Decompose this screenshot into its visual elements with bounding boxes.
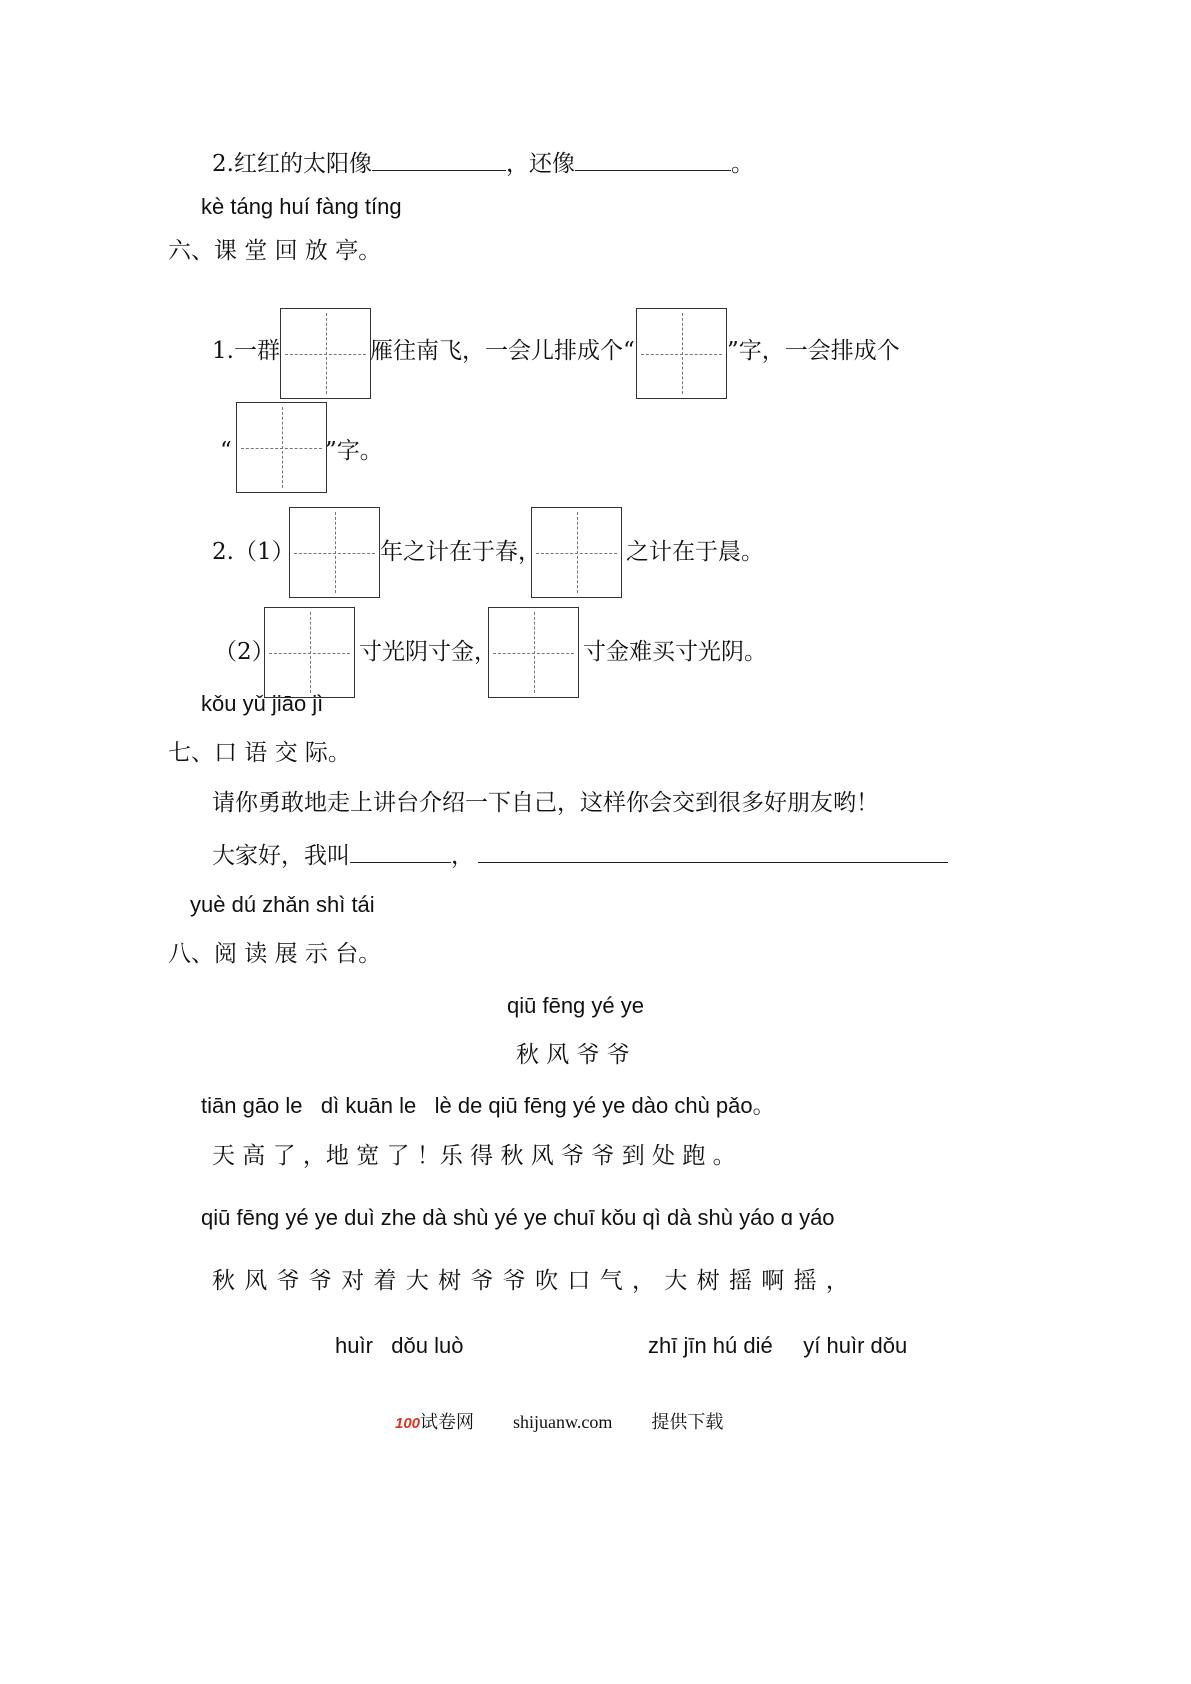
fill-comma: ， bbox=[451, 843, 474, 869]
poem-line3-pinyin-a: huìr dǒu luò bbox=[335, 1333, 464, 1358]
poem-line1-pinyin: tiān gāo le dì kuān le lè de qiū fēng yé ye dào chù pǎo。 bbox=[201, 1093, 775, 1118]
section7-pinyin: kǒu yǔ jiāo jì bbox=[201, 691, 324, 716]
char-box[interactable] bbox=[280, 308, 371, 399]
q2-fill-line bbox=[212, 150, 754, 176]
item2-c: 之计在于晨。 bbox=[626, 539, 764, 565]
char-box[interactable] bbox=[636, 308, 727, 399]
poem-line2: 秋 风 爷 爷 对 着 大 树 爷 爷 吹 口 气 ， 大 树 摇 啊 摇 ， bbox=[212, 1268, 849, 1294]
item1-d: “ bbox=[220, 438, 232, 464]
item2-label: 2.（1） bbox=[212, 539, 295, 565]
poem-line1: 天 高 了 ，地 宽 了 ！乐 得 秋 风 爷 爷 到 处 跑 。 bbox=[212, 1143, 736, 1169]
item2-f: 寸金难买寸光阴。 bbox=[583, 639, 767, 665]
answer-blank[interactable] bbox=[575, 150, 731, 171]
item1-e: ”字。 bbox=[325, 438, 383, 464]
char-box[interactable] bbox=[236, 402, 327, 493]
item1-a: 1.一群 bbox=[212, 338, 280, 364]
section7-prompt: 请你勇敢地走上讲台介绍一下自己，这样你会交到很多好朋友哟！ bbox=[212, 790, 879, 816]
char-box[interactable] bbox=[264, 607, 355, 698]
item2-b: 年之计在于春， bbox=[380, 539, 541, 565]
poem-title: 秋 风 爷 爷 bbox=[516, 1042, 630, 1068]
q2-prefix: 2.红红的太阳像 bbox=[212, 151, 372, 177]
footer bbox=[395, 1413, 723, 1431]
section7-title: 七、口 语 交 际。 bbox=[168, 740, 351, 766]
char-box[interactable] bbox=[531, 507, 622, 598]
fill-prefix: 大家好，我叫 bbox=[212, 843, 350, 869]
name-blank[interactable] bbox=[350, 842, 451, 863]
item1-c: ”字，一会排成个 bbox=[727, 338, 900, 364]
self-intro-line bbox=[212, 842, 948, 868]
item2-sub-label: （2） bbox=[214, 639, 275, 665]
site-url[interactable]: shijuanw.com bbox=[513, 1412, 613, 1432]
section8-pinyin: yuè dú zhǎn shì tái bbox=[190, 892, 375, 917]
poem-line2-pinyin: qiū fēng yé ye duì zhe dà shù yé ye chuī kǒu qì dà shù yáo ɑ yáo bbox=[201, 1205, 835, 1230]
site-logo: 100 bbox=[395, 1415, 421, 1432]
footer-note: 提供下载 bbox=[651, 1412, 724, 1432]
char-box[interactable] bbox=[488, 607, 579, 698]
q2-suffix: 。 bbox=[730, 151, 754, 177]
q2-middle: ，还像 bbox=[505, 151, 575, 177]
char-box[interactable] bbox=[289, 507, 380, 598]
answer-blank[interactable] bbox=[372, 150, 506, 171]
poem-title-pinyin: qiū fēng yé ye bbox=[507, 993, 644, 1018]
item1-b: 雁往南飞，一会儿排成个“ bbox=[370, 338, 635, 364]
section8-title: 八、阅 读 展 示 台。 bbox=[168, 941, 382, 967]
section6-pinyin: kè táng huí fàng tíng bbox=[201, 194, 402, 219]
item2-e: 寸光阴寸金， bbox=[359, 639, 497, 665]
intro-blank[interactable] bbox=[478, 842, 948, 863]
site-name: 试卷网 bbox=[420, 1412, 475, 1432]
section6-title: 六、课 堂 回 放 亭。 bbox=[168, 238, 382, 264]
poem-line3-pinyin-b: zhī jīn hú dié yí huìr dǒu bbox=[648, 1333, 908, 1358]
